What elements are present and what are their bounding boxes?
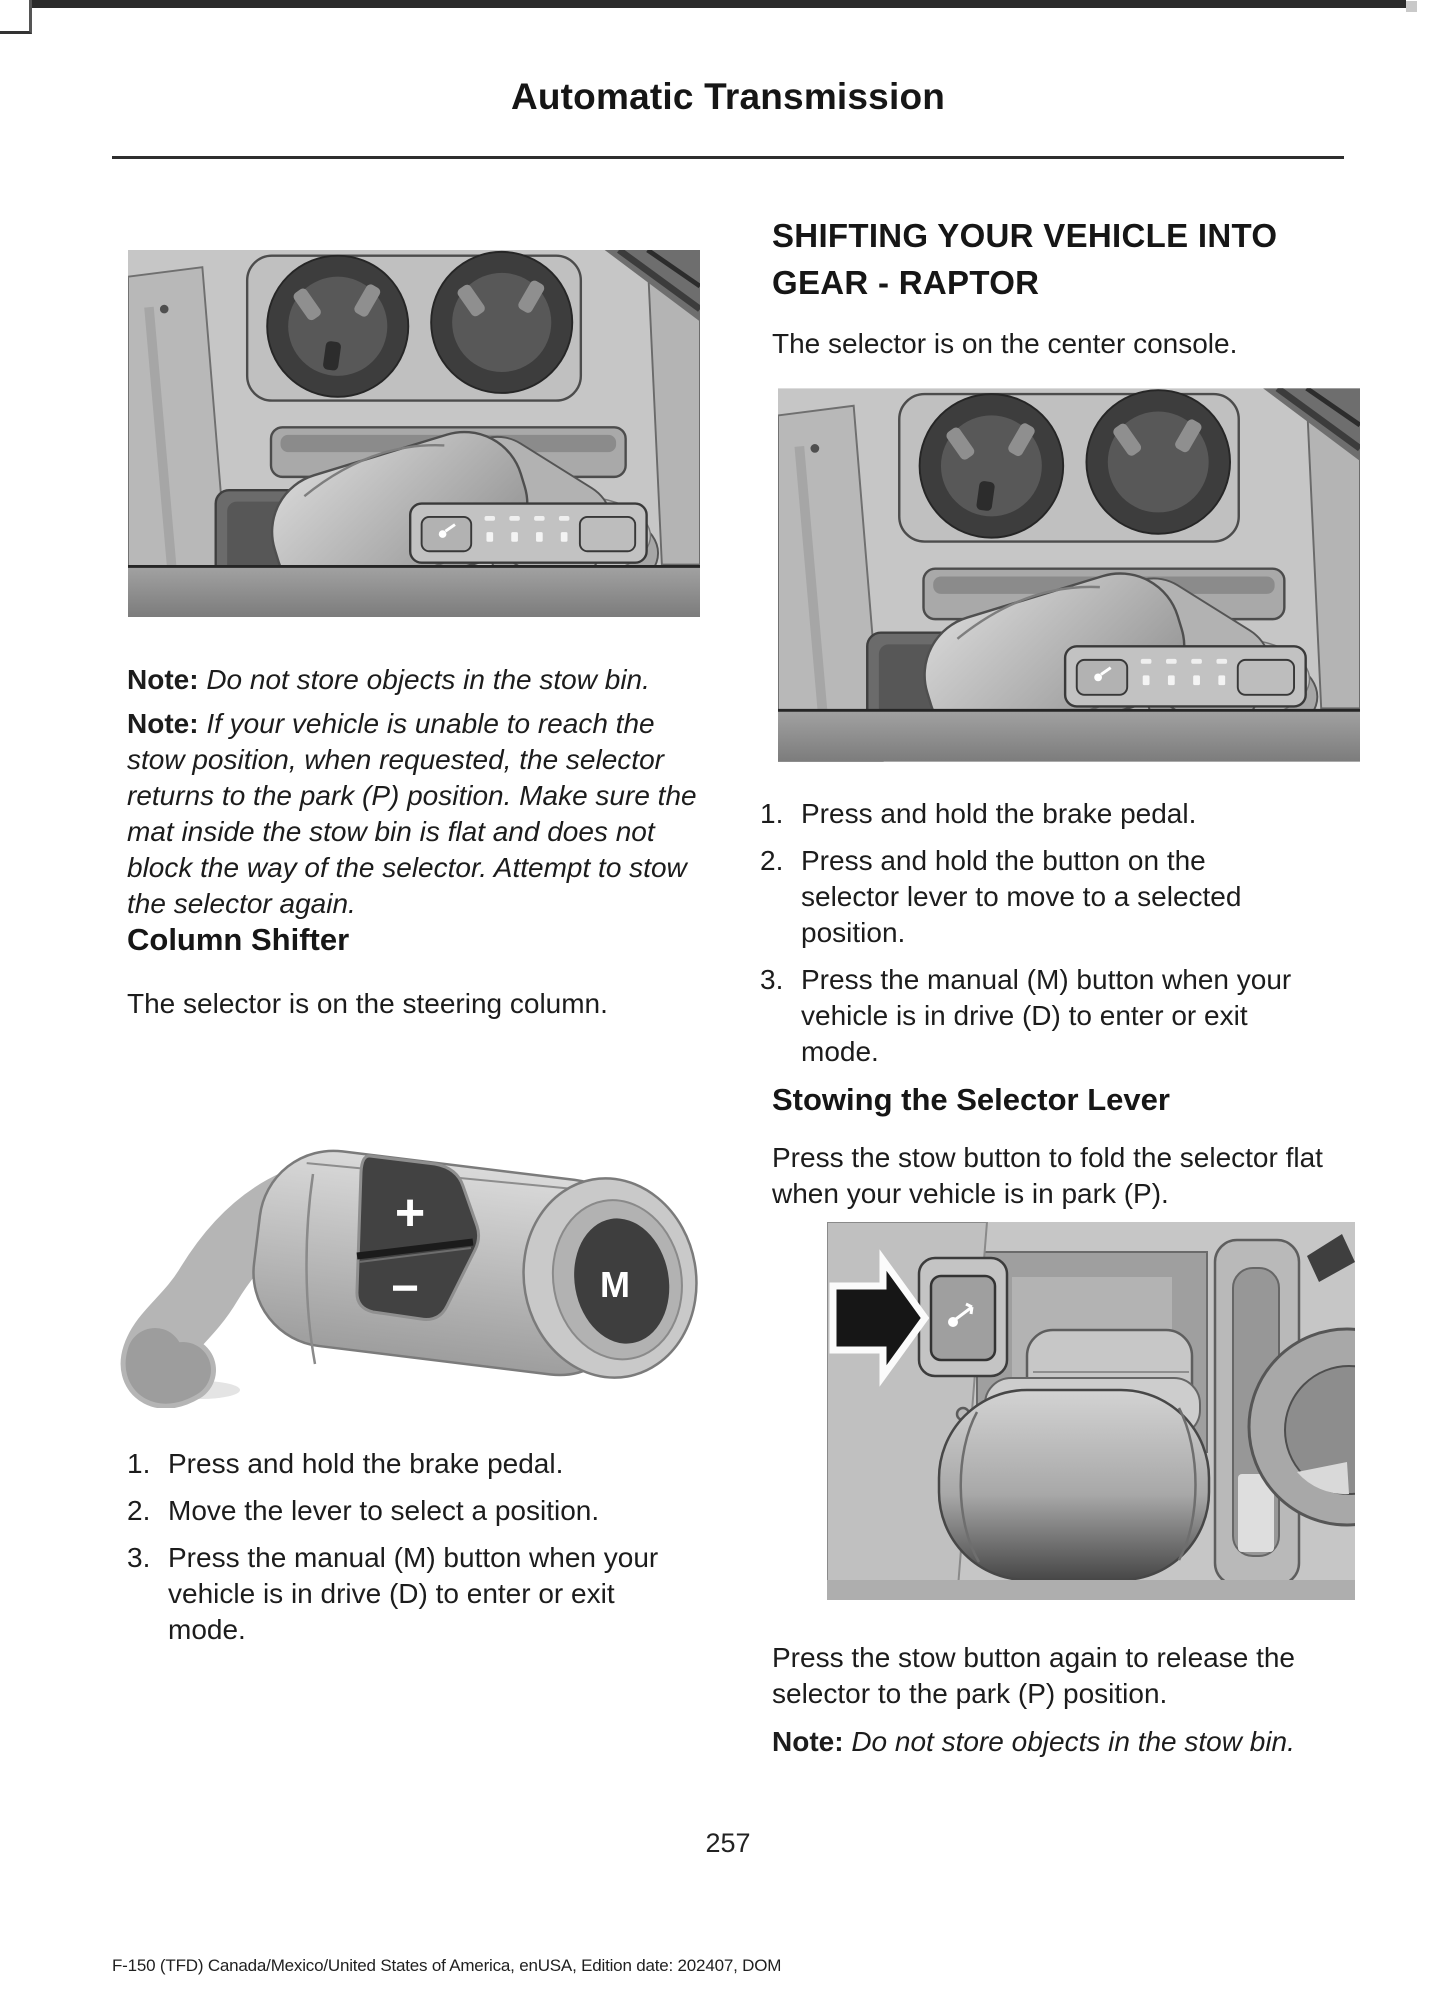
list-item <box>760 843 1347 951</box>
column-shifter-intro: The selector is on the steering column. <box>127 988 608 1019</box>
note-text: If your vehicle is unable to reach the stow position, when requested, the selector returns to the park (P) position. Make sure the mat inside the stow bin is flat and does not block the way of the selector. Attempt to stow the selector again. <box>127 708 697 919</box>
top-edge-bar <box>0 0 1406 8</box>
note-text: Do not store objects in the stow bin. <box>206 664 650 695</box>
step-number: 1. <box>127 1448 151 1479</box>
list-item <box>760 796 1347 832</box>
note-stow-bin-2 <box>772 1724 1372 1760</box>
stow-release-text: Press the stow button again to release the selector to the park (P) position. <box>772 1642 1295 1709</box>
shifting-steps <box>760 796 1347 1081</box>
page-title: Automatic Transmission <box>510 76 946 117</box>
column-shifter-illustration <box>105 1078 705 1408</box>
section-heading-stowing-lever: Stowing the Selector Lever <box>772 1082 1170 1117</box>
step-text: Press and hold the brake pedal. <box>168 1448 564 1479</box>
plus-button-label: + <box>394 1184 426 1242</box>
corner-mark <box>0 0 32 34</box>
note-label: Note: <box>772 1726 844 1757</box>
note-text: Do not store objects in the stow bin. <box>851 1726 1295 1757</box>
footer-text: F-150 (TFD) Canada/Mexico/United States of America, enUSA, Edition date: 202407, DOM <box>112 1956 782 1975</box>
note-label: Note: <box>127 664 199 695</box>
minus-button-label: − <box>390 1262 420 1315</box>
page-number: 257 <box>705 1828 751 1858</box>
stowing-intro: Press the stow button to fold the selector flat when your vehicle is in park (P). <box>772 1142 1323 1209</box>
console-selector-illustration-2 <box>778 388 1360 762</box>
step-text: Press and hold the brake pedal. <box>801 798 1197 829</box>
step-number: 3. <box>127 1542 151 1573</box>
manual-button-label: M <box>600 1264 630 1305</box>
list-item <box>760 962 1347 1070</box>
step-number: 3. <box>760 964 784 995</box>
shifting-intro: The selector is on the center console. <box>772 328 1238 359</box>
list-item <box>127 1446 708 1482</box>
stow-button-illustration <box>827 1222 1355 1600</box>
section-heading-shifting-raptor: SHIFTING YOUR VEHICLE INTO GEAR - RAPTOR <box>772 217 1278 301</box>
console-selector-illustration-1 <box>128 247 700 620</box>
step-text: Press the manual (M) button when your vehicle is in drive (D) to enter or exit mode. <box>801 964 1292 1067</box>
top-right-mark <box>1406 1 1417 12</box>
note-stow-bin-1 <box>127 662 708 698</box>
list-item <box>127 1493 708 1529</box>
step-text: Press the manual (M) button when your vehicle is in drive (D) to enter or exit mode. <box>168 1542 659 1645</box>
list-item <box>127 1540 708 1648</box>
note-stow-position <box>127 706 708 922</box>
step-text: Move the lever to select a position. <box>168 1495 600 1526</box>
section-heading-column-shifter: Column Shifter <box>127 922 350 957</box>
step-text: Press and hold the button on the selector lever to move to a selected position. <box>801 845 1242 948</box>
step-number: 1. <box>760 798 784 829</box>
step-number: 2. <box>127 1495 151 1526</box>
stowed-selector-knob <box>939 1390 1209 1580</box>
step-number: 2. <box>760 845 784 876</box>
title-divider <box>112 156 1344 159</box>
note-label: Note: <box>127 708 199 739</box>
stow-button <box>931 1276 995 1360</box>
column-shifter-steps <box>127 1446 708 1659</box>
